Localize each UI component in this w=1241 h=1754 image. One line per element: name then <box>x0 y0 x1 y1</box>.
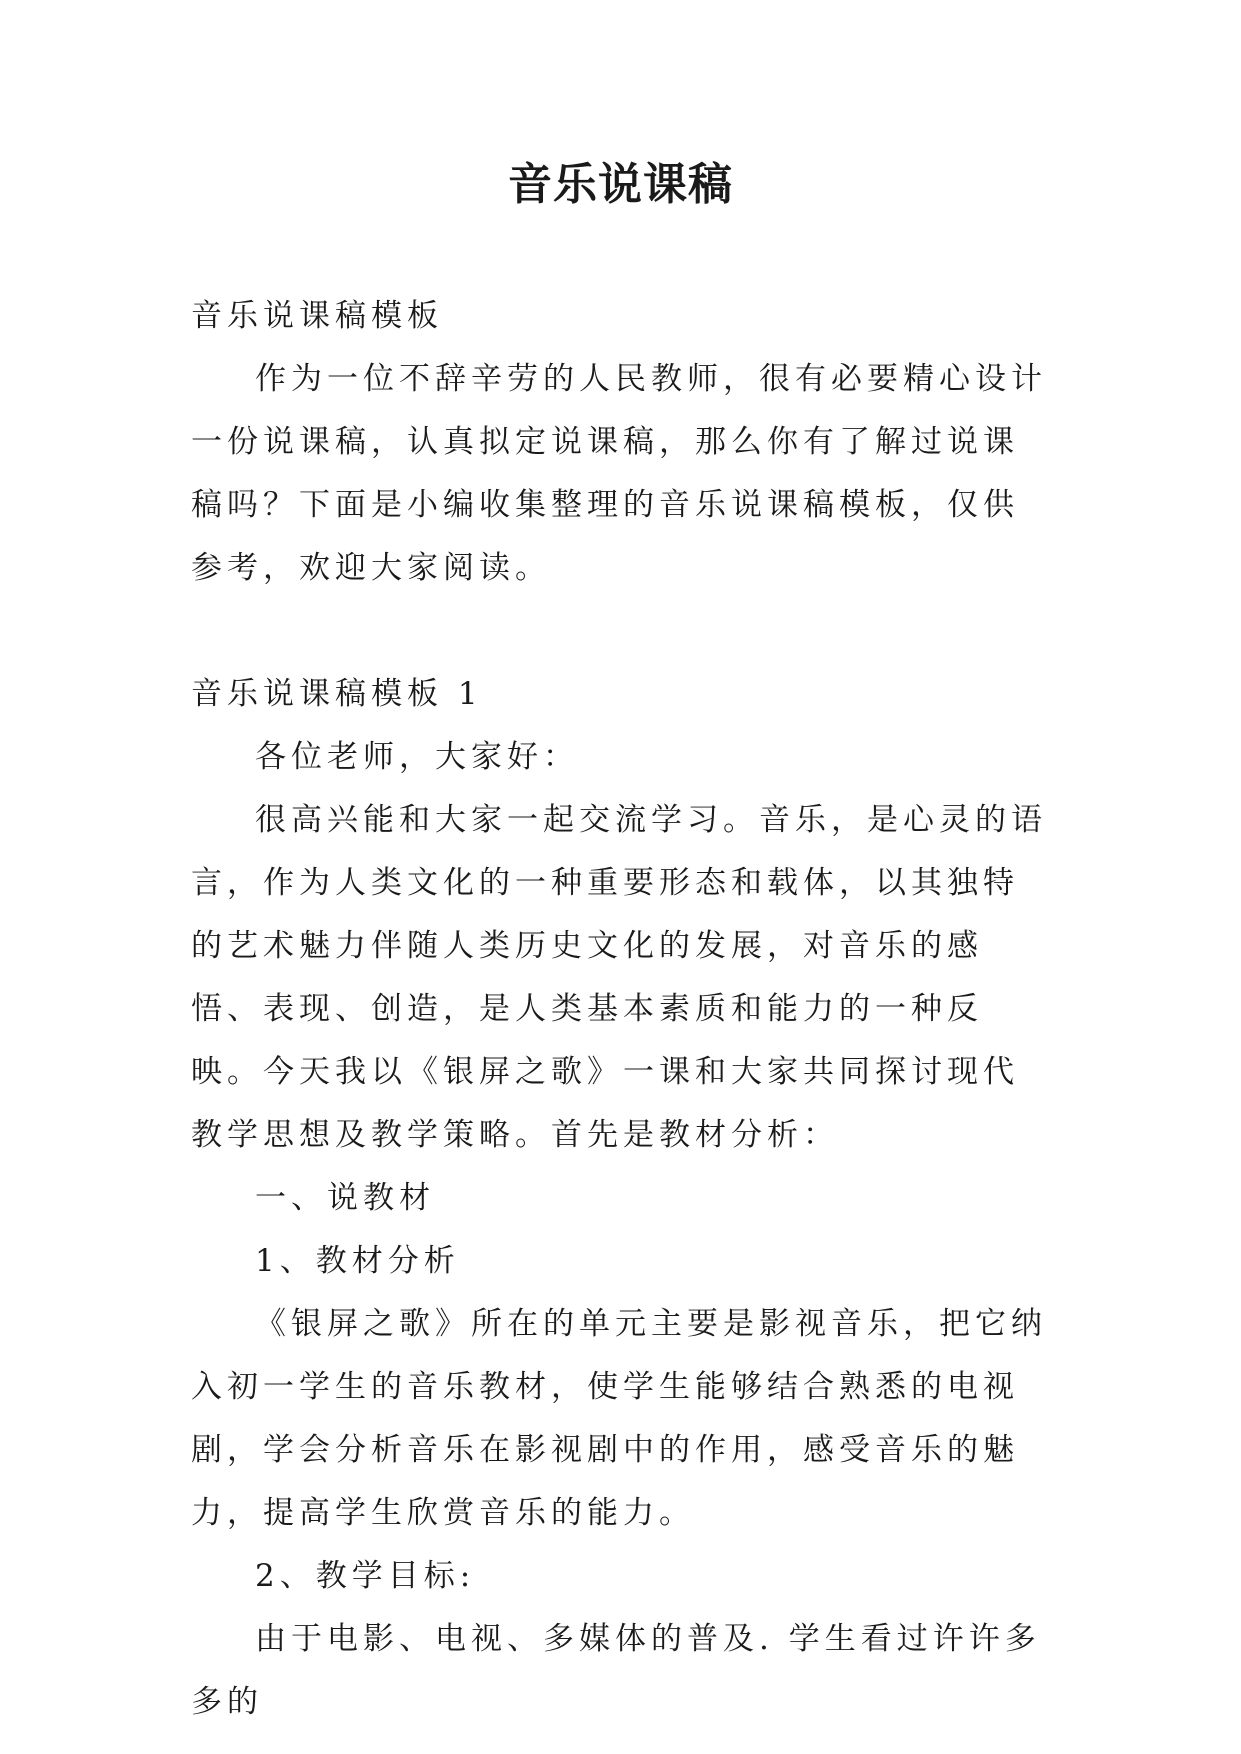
body-paragraph: 由于电影、电视、多媒体的普及. 学生看过许许多多的 <box>191 1621 1041 1720</box>
section-heading: 音乐说课稿模板 <box>191 298 443 334</box>
subheading: 2、教学目标: <box>255 1558 476 1594</box>
subheading: 1、教材分析 <box>255 1243 460 1279</box>
document-title: 音乐说课稿 <box>508 159 733 210</box>
subheading: 一、说教材 <box>255 1180 435 1216</box>
document-body <box>191 285 1053 1734</box>
section-heading: 音乐说课稿模板 1 <box>191 676 483 712</box>
greeting-paragraph: 各位老师，大家好： <box>255 739 579 775</box>
body-paragraph: 《银屏之歌》所在的单元主要是影视音乐，把它纳入初一学生的音乐教材，使学生能够结合熟悉的电视剧，学会分析音乐在影视剧中的作用，感受音乐的魅力，提高学生欣赏音乐的能力。 <box>191 1306 1047 1531</box>
body-paragraph: 很高兴能和大家一起交流学习。音乐，是心灵的语言，作为人类文化的一种重要形态和载体，以其独特的艺术魅力伴随人类历史文化的发展，对音乐的感悟、表现、创造，是人类基本素质和能力的一种反映。今天我以《银屏之歌》一课和大家共同探讨现代教学思想及教学策略。首先是教材分析： <box>191 802 1047 1153</box>
intro-paragraph: 作为一位不辞辛劳的人民教师，很有必要精心设计一份说课稿，认真拟定说课稿，那么你有了解过说课稿吗？下面是小编收集整理的音乐说课稿模板，仅供参考，欢迎大家阅读。 <box>191 361 1047 586</box>
paragraph-gap <box>191 600 1053 663</box>
